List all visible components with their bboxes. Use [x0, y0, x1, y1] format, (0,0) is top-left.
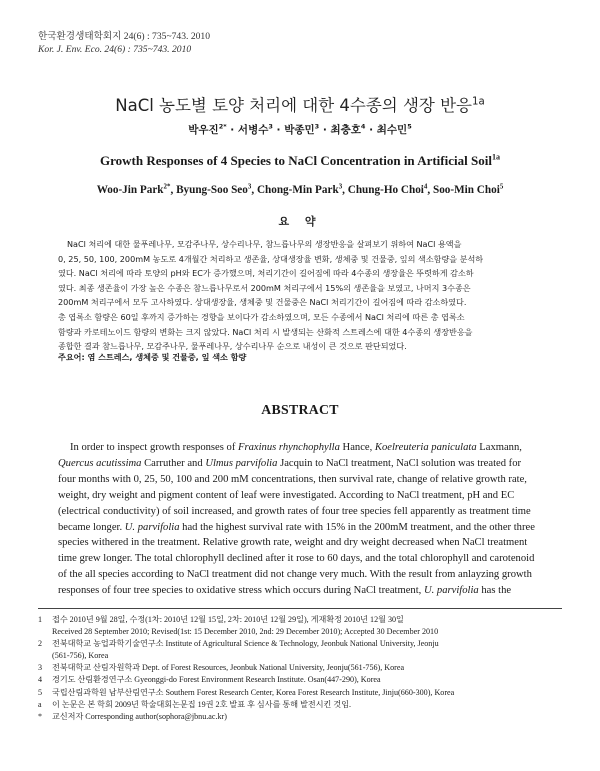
authors-korean — [0, 122, 600, 137]
abstract-text: weight, dry weight and pigment content of leaf were investigated. According to NaCl treatment, pH and EC — [58, 489, 515, 501]
abstract-text: Carruther and — [141, 457, 206, 469]
abstract-text: species withered in the treatment. Relative growth rate, weight and dry weight decreased when NaCl treatment — [58, 537, 528, 549]
footnote — [38, 614, 562, 638]
journal-header-korean: 한국환경생태학회지 24(6) : 735~743. 2010 — [38, 31, 211, 42]
english-abstract-line — [58, 551, 548, 567]
footnote-text: 접수 2010년 9월 28일, 수정(1차: 2010년 12월 15일, 2차: 2010년 12월 29일), 게재확정 2010년 12월 30일 — [52, 615, 404, 624]
abstract-text: became longer. — [58, 521, 125, 533]
footnote-divider — [38, 608, 562, 609]
author-name-en: Chong-Min Park — [256, 184, 339, 196]
korean-abstract-line: 0, 25, 50, 100, 200mM 농도로 4개월간 처리하고 생존율, 상대생장율 변화, 생체중 및 건물중, 잎의 색소함량을 분석하 — [58, 253, 484, 264]
author-separator: · — [226, 124, 238, 136]
author-affiliation-ko: 5 — [407, 122, 412, 131]
footnotes — [38, 614, 562, 723]
species-name: Fraxinus rhynchophylla — [238, 442, 340, 453]
author-separator: · — [365, 124, 377, 136]
author-name-en: Byung-Soo Seo — [176, 184, 248, 196]
author-affiliation-en: 4 — [423, 182, 428, 191]
english-abstract-line — [58, 456, 548, 472]
footnote-continuation: (561-756), Korea — [52, 651, 109, 661]
korean-abstract-line: 였다. 최종 생존율이 가장 높은 수종은 참느릅나무로서 200mM 처리구에서 15%의 생존율을 보였고, 나머지 3수종은 — [58, 282, 471, 293]
footnote-mark: 2 — [38, 639, 43, 649]
abstract-text: Jacquin to NaCl treatment, NaCl solution was treated for — [277, 457, 522, 469]
species-name: U. parvifolia — [124, 521, 180, 533]
footnote-text: 국립산림과학원 남부산림연구소 Southern Forest Research Center, Korea Forest Research Institute, Jinju(660-300), Korea — [52, 687, 455, 697]
abstract-text: of the all species according to NaCl treatment did not change very much. With the result from anlayzing growth — [58, 569, 532, 581]
author-affiliation-en: 3 — [338, 182, 343, 191]
footnote-first-line — [38, 687, 562, 699]
footnote-first-line — [38, 614, 562, 626]
footnote-first-line — [38, 711, 562, 723]
title-korean — [0, 92, 600, 116]
abstract-text: has the — [478, 585, 512, 597]
title-korean-sup: 1a — [471, 96, 485, 108]
author-name-en: Soo-Min Choi — [432, 184, 500, 196]
title-english-text: Growth Responses of 4 Species to NaCl Concentration in Artificial Soil — [100, 153, 492, 168]
footnote-mark: * — [38, 711, 43, 721]
korean-abstract-line: 종합한 결과 참느릅나무, 모감주나무, 물푸레나무, 상수리나무 순으로 내성이 큰 것으로 판단되었다. — [58, 341, 407, 352]
abstract-text: In order to inspect growth responses of — [70, 442, 238, 453]
title-english — [0, 153, 600, 169]
footnote — [38, 674, 562, 686]
author-affiliation-ko: 2* — [218, 122, 227, 131]
author-affiliation-en: 2* — [163, 182, 171, 191]
english-abstract — [58, 440, 548, 599]
footnote-text: 경기도 산림환경연구소 Gyeonggi-do Forest Environment Research Institute. Osan(447-290), Korea — [52, 675, 381, 685]
journal-header-english: Kor. J. Env. Eco. 24(6) : 735~743. 2010 — [38, 44, 192, 55]
author-name-ko: 최충호 — [330, 124, 361, 136]
footnote-mark: 5 — [38, 687, 43, 697]
author-name-ko: 서병수 — [237, 124, 269, 136]
korean-abstract-line: 200mM 처리구에서 모두 고사하였다. 상대생장율, 생체중 및 건물중은 NaCl 처리기간이 길어짐에 따라 감소하였다. — [58, 297, 467, 308]
footnote — [38, 711, 562, 723]
journal-header — [38, 30, 210, 56]
footnote-mark: 1 — [38, 615, 43, 624]
author-affiliation-ko: 3 — [314, 122, 320, 131]
english-abstract-line — [58, 535, 548, 551]
korean-abstract — [58, 237, 550, 354]
species-name: U. parvifolia — [423, 585, 479, 597]
english-abstract-line — [58, 567, 548, 583]
abstract-text: time grew longer. The total chlorophyll declined after it rose to 60 days, and the total chlorophyll and carotenoid — [58, 553, 535, 565]
footnote — [38, 662, 562, 674]
footnote-mark: 4 — [38, 675, 43, 685]
korean-abstract-line: 함량과 카로테노이드 함량의 변화는 크지 않았다. NaCl 처리 시 발생되는 산화적 스트레스에 대한 4수종의 생장반응을 — [58, 326, 473, 337]
footnote-text: 전북대학교 산림자원학과 Dept. of Forest Resources, Jeonbuk National University, Jeonju(561-756), Korea — [52, 663, 405, 673]
footnote-first-line — [38, 662, 562, 674]
footnote-continuation: Received 28 September 2010; Revised(1st: 15 December 2010, 2nd: 29 December 2010); Accepted 30 December 2010 — [52, 627, 439, 637]
species-name: Koelreuteria paniculata — [374, 442, 477, 453]
korean-abstract-line: NaCl 처리에 대한 물푸레나무, 모감주나무, 상수리나무, 참느릅나무의 생장반응을 살펴보기 위하여 NaCl 용액을 — [67, 239, 462, 249]
title-english-sup: 1a — [491, 152, 500, 162]
abstract-text: had the highest survival rate with 15% in the 200mM treatment, and the other three — [179, 521, 535, 533]
english-abstract-line — [58, 488, 548, 504]
english-abstract-line — [58, 472, 548, 488]
footnote-mark: 3 — [38, 663, 43, 673]
author-name-en: Chung-Ho Choi — [347, 184, 424, 196]
author-separator: , — [427, 184, 433, 196]
author-affiliation-ko: 4 — [360, 122, 366, 131]
footnote-text: 전북대학교 농업과학기술연구소 Institute of Agricultural Science & Technology, Jeonbuk National University, Jeonju — [52, 639, 439, 649]
author-name-ko: 박우진 — [188, 124, 219, 136]
abstract-text: four months with 0, 25, 50, 100 and 200 mM concentrations, then survival rate, change of relative growth rate, — [58, 473, 527, 485]
footnote — [38, 638, 562, 662]
footnote-mark: a — [38, 699, 42, 709]
abstract-text: responses of four tree species to oxidative stress which occurs during NaCl treatment, — [58, 585, 424, 597]
korean-abstract-heading: 요 약 — [278, 215, 322, 228]
author-separator: , — [342, 184, 348, 196]
footnote-first-line — [38, 674, 562, 686]
species-name: Ulmus parvifolia — [205, 457, 278, 469]
authors-english — [0, 184, 600, 196]
footnote-text: 이 논문은 본 학회 2009년 학술대회논문집 19권 2호 발표 후 심사를 통해 발전시킨 것임. — [52, 699, 352, 709]
author-affiliation-en: 5 — [499, 182, 504, 191]
keywords: 주요어: 염 스트레스, 생체중 및 건물중, 잎 색소 함량 — [58, 352, 247, 362]
author-separator: · — [319, 124, 331, 136]
author-name-ko: 박종민 — [284, 124, 315, 136]
footnote — [38, 687, 562, 699]
english-abstract-line — [58, 520, 548, 536]
author-separator: · — [272, 124, 285, 136]
footnote-first-line — [38, 638, 562, 650]
english-abstract-line — [58, 504, 548, 520]
author-separator: , — [251, 184, 257, 196]
title-korean-text: NaCl 농도별 토양 처리에 대한 4수종의 생장 반응 — [115, 96, 472, 115]
author-affiliation-ko: 3 — [268, 122, 273, 131]
english-abstract-line — [58, 440, 548, 456]
english-abstract-line — [58, 583, 548, 599]
author-affiliation-en: 3 — [247, 182, 252, 191]
abstract-heading: ABSTRACT — [261, 402, 339, 417]
korean-abstract-line: 였다. NaCl 처리에 따라 토양의 pH와 EC가 증가했으며, 처리기간이 길어짐에 따라 4수종의 생장율은 뚜렷하게 감소하 — [58, 268, 474, 279]
species-name: Quercus acutissima — [58, 457, 142, 469]
author-name-ko: 최수민 — [376, 124, 408, 136]
abstract-text: Laxmann, — [476, 442, 522, 453]
author-separator: , — [170, 184, 177, 196]
author-name-en: Woo-Jin Park — [96, 184, 164, 196]
footnote-first-line — [38, 699, 562, 711]
footnote-text: 교신저자 Corresponding author(sophora@jbnu.ac.kr) — [52, 711, 227, 721]
footnote — [38, 699, 562, 711]
abstract-text: (electrical conductivity) of soil increased, and growth rates of four tree species fell apparently as treatment time — [58, 505, 531, 517]
korean-abstract-line: 총 엽록소 함량은 60일 후까지 증가하는 경향을 보이다가 감소하였으며, 모든 수종에서 NaCl 처리에 따른 총 엽록소 — [58, 311, 465, 322]
abstract-text: Hance, — [339, 442, 375, 453]
